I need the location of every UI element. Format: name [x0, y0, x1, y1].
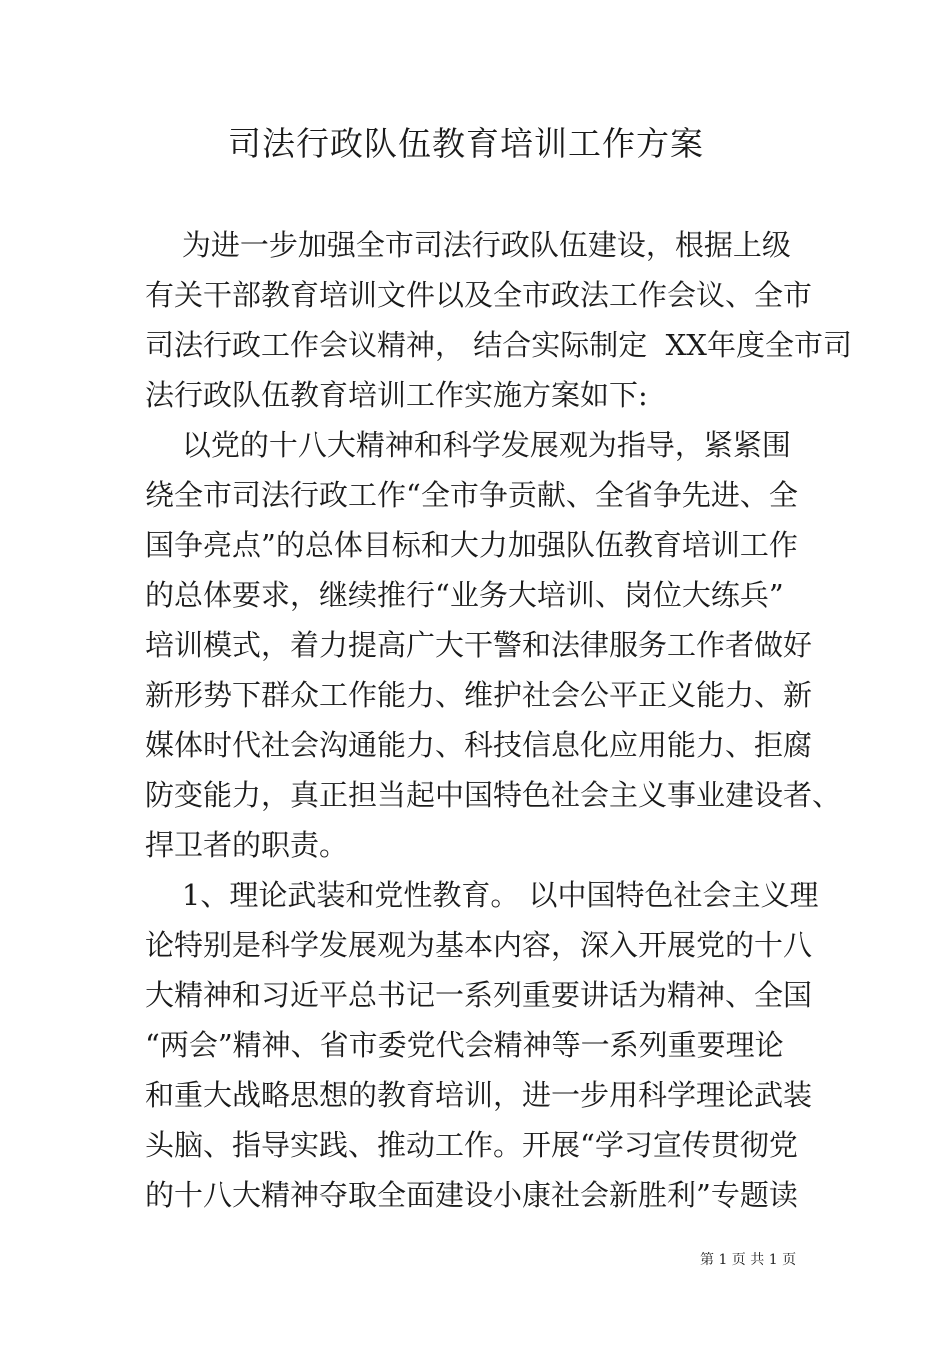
body-line: 有关干部教育培训文件以及全市政法工作会议、全市	[145, 278, 813, 312]
body-line: 大精神和习近平总书记一系列重要讲话为精神、全国	[145, 978, 813, 1012]
body-line: 法行政队伍教育培训工作实施方案如下:	[145, 378, 648, 412]
body-line: 和重大战略思想的教育培训，进一步用科学理论武装	[145, 1078, 813, 1112]
body-line: 培训模式，着力提高广大干警和法律服务工作者做好	[145, 628, 813, 662]
document-title: 司法行政队伍教育培训工作方案	[228, 124, 704, 163]
page-number-footer: 第 1 页 共 1 页	[700, 1252, 797, 1268]
body-line: 1、理论武装和党性教育。 以中国特色社会主义理	[145, 878, 819, 912]
body-line: 头脑、指导实践、推动工作。开展“学习宣传贯彻党	[145, 1128, 798, 1162]
body-line: 为进一步加强全市司法行政队伍建设，根据上级	[145, 228, 791, 262]
body-line: 以党的十八大精神和科学发展观为指导，紧紧围	[145, 428, 791, 462]
body-line: 媒体时代社会沟通能力、科技信息化应用能力、拒腐	[145, 728, 813, 762]
body-line: “两会”精神、省市委党代会精神等一系列重要理论	[145, 1028, 784, 1062]
body-line: 的总体要求，继续推行“业务大培训、岗位大练兵”	[145, 578, 784, 612]
body-line: 绕全市司法行政工作“全市争贡献、全省争先进、全	[145, 478, 798, 512]
body-line: 司法行政工作会议精神， 结合实际制定 XX年度全市司	[145, 328, 852, 362]
body-line: 国争亮点”的总体目标和大力加强队伍教育培训工作	[145, 528, 798, 562]
body-line: 的十八大精神夺取全面建设小康社会新胜利”专题读	[145, 1178, 798, 1212]
body-line: 新形势下群众工作能力、维护社会公平正义能力、新	[145, 678, 813, 712]
body-line: 防变能力，真正担当起中国特色社会主义事业建设者、	[145, 778, 842, 812]
body-line: 捍卫者的职责。	[145, 828, 349, 862]
body-line: 论特别是科学发展观为基本内容，深入开展党的十八	[145, 928, 813, 962]
